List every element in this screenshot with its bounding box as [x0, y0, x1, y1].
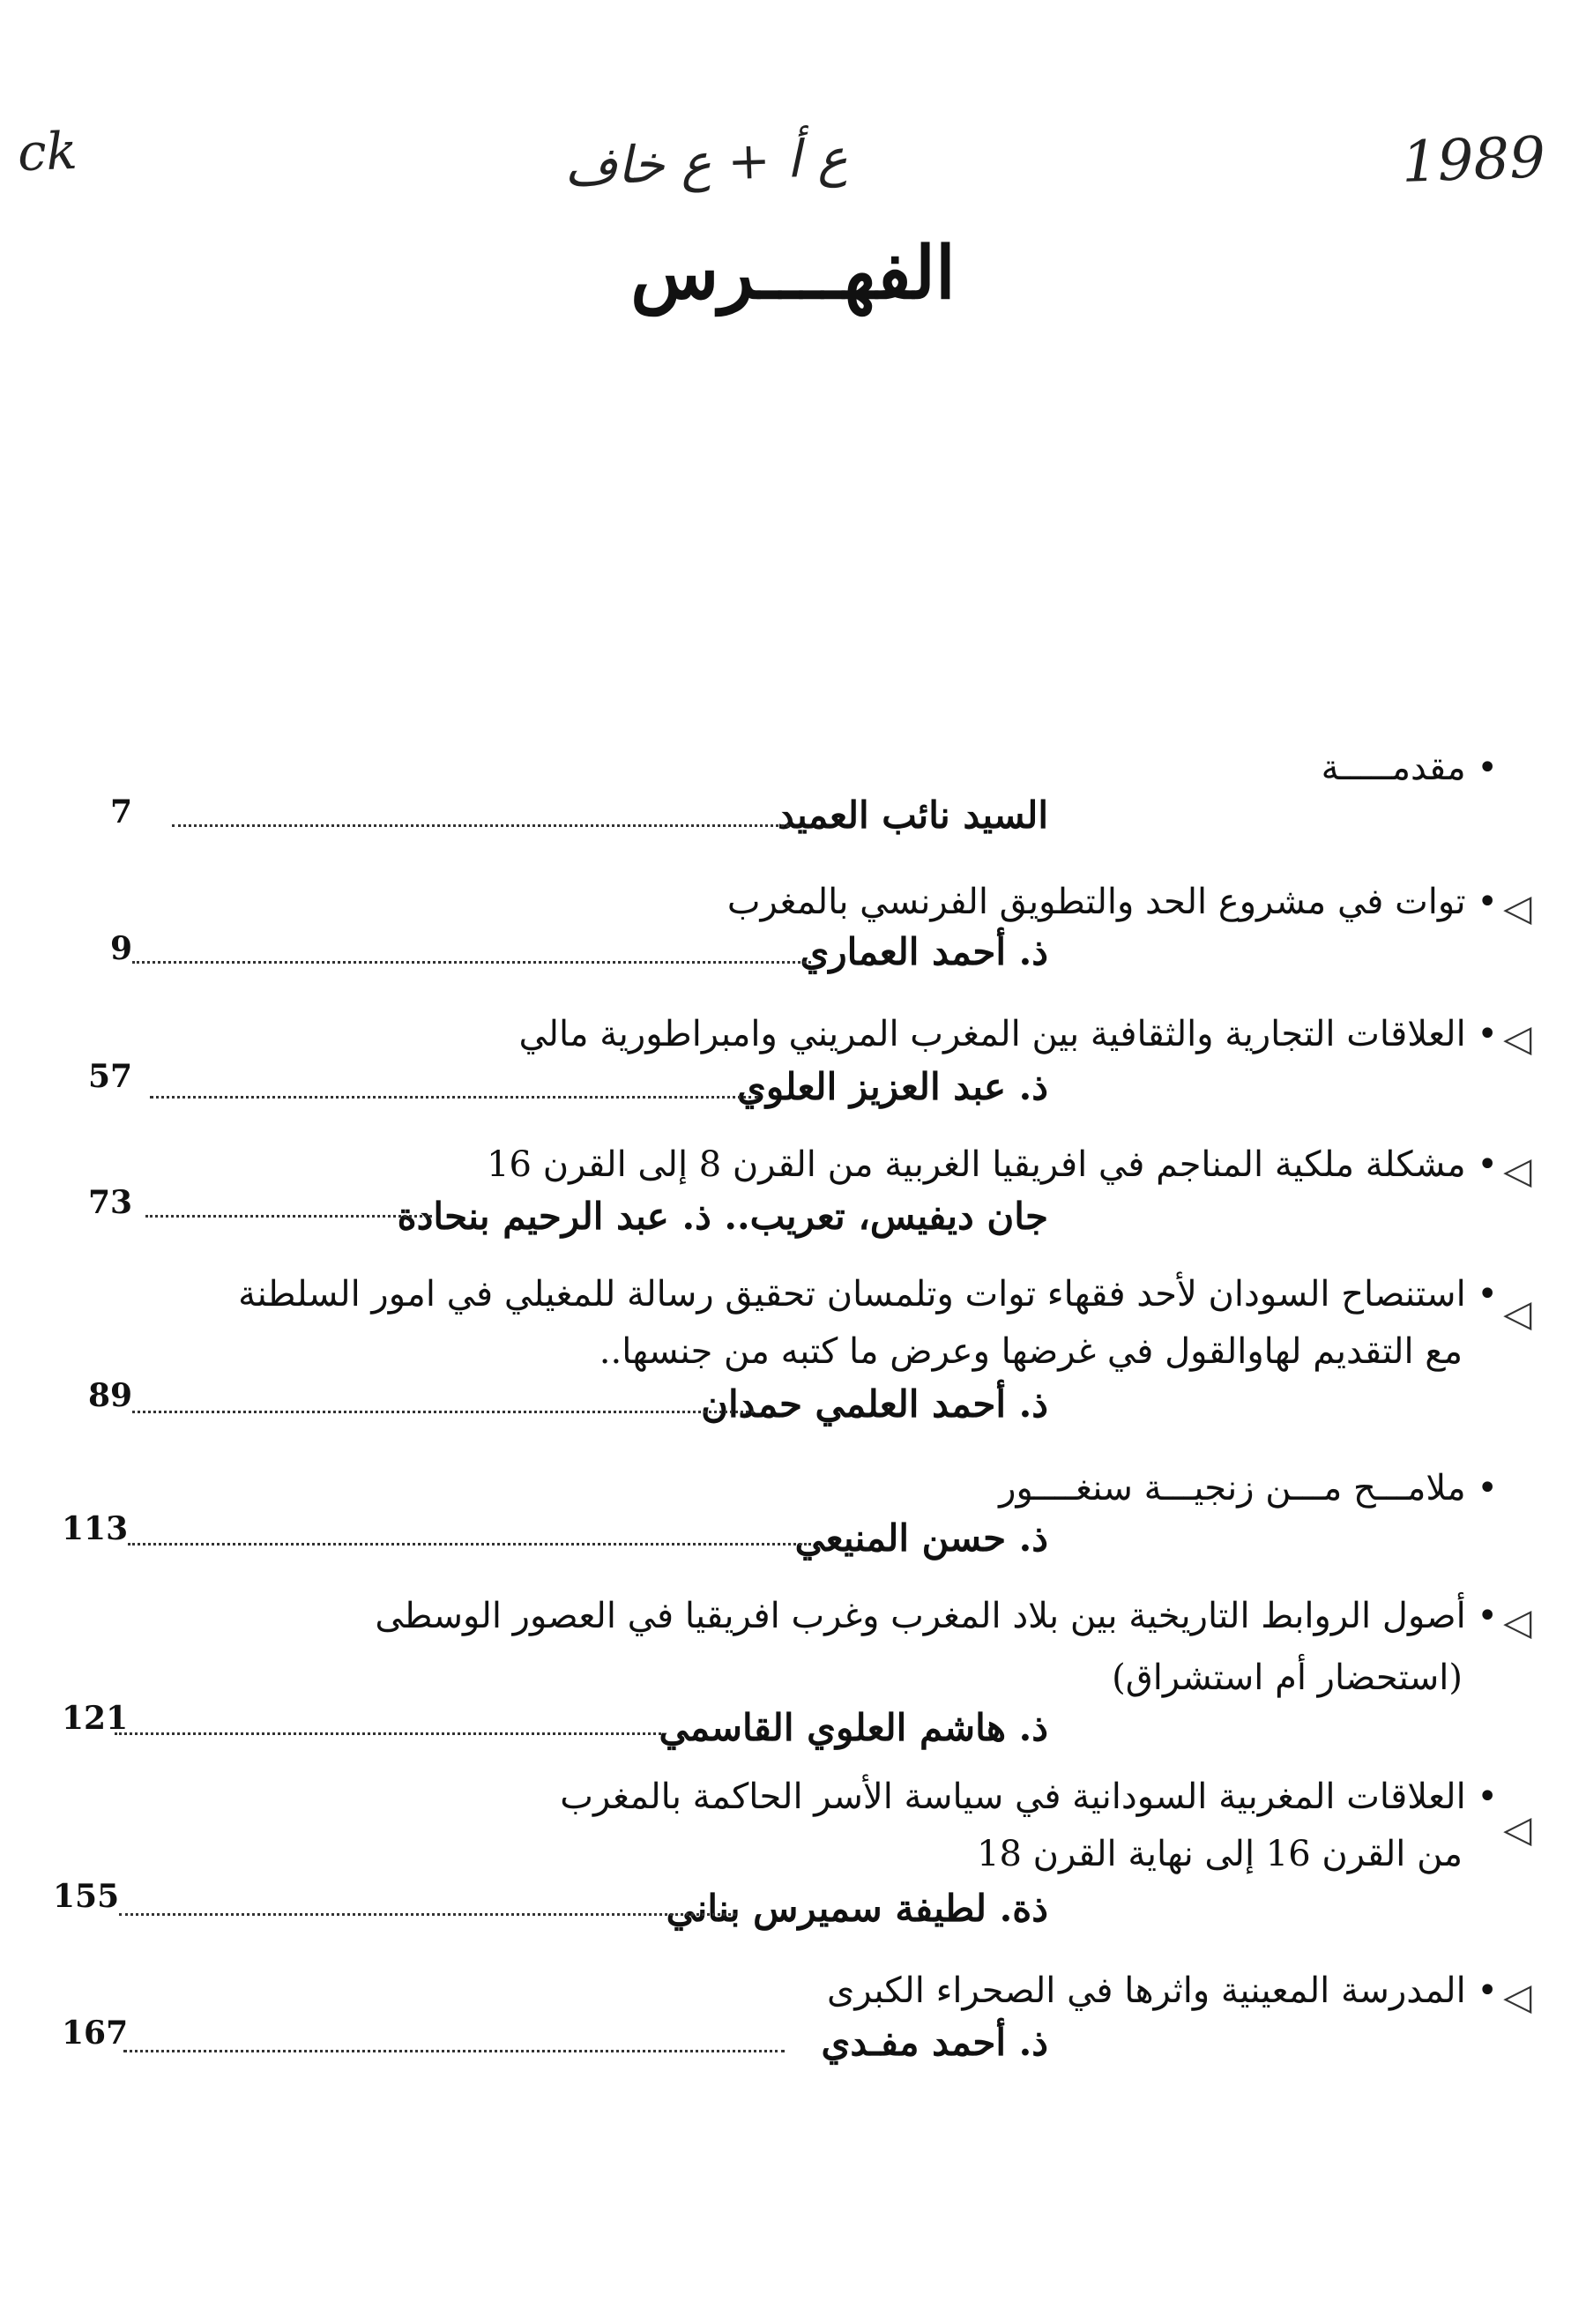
handwritten-left-note: ck [16, 120, 78, 183]
toc-entry-title: مع التقديم لهاوالقول في غرضها وعرض ما كتبه من جنسها.. [599, 1331, 1463, 1372]
toc-entry-author: ذ. حسن المنيعي [794, 1516, 1048, 1560]
margin-mark: ◁ [1503, 886, 1532, 929]
toc-entry-title: • مشكلة ملكية المناجم في افريقيا الغربية من القرن 8 إلى القرن 16 [487, 1144, 1498, 1185]
handwritten-year-note: 1989 [1400, 125, 1547, 196]
toc-entry-title: • العلاقات المغربية السودانية في سياسة الأسر الحاكمة بالمغرب [560, 1777, 1498, 1817]
margin-mark: ◁ [1503, 1975, 1532, 2018]
toc-entry-page: 57 [88, 1058, 133, 1095]
toc-entry-title: • المدرسة المعينية واثرها في الصحراء الكبرى [827, 1970, 1498, 2011]
toc-entry-title: • العلاقات التجارية والثقافية بين المغرب المريني وامبراطورية مالي [518, 1014, 1498, 1054]
page-title: الفهــــرس [630, 231, 956, 316]
toc-entry-page: 7 [110, 793, 133, 831]
toc-entry-page: 73 [88, 1184, 133, 1221]
toc-entry-author: ذة. لطيفة سميرس بناني [666, 1887, 1048, 1930]
toc-entry-title: • ملامـــح مـــن زنجيـــة سنغــــور [999, 1468, 1498, 1508]
toc-entry-page: 89 [88, 1377, 133, 1414]
toc-entry-page: 155 [53, 1878, 120, 1915]
toc-entry-page: 9 [110, 930, 133, 967]
toc-entry-page: 167 [62, 2015, 129, 2052]
toc-entry-author: السيد نائب العميد [777, 793, 1048, 837]
dot-leader [132, 961, 811, 964]
toc-entry-author: ذ. عبد العزيز العلوي [737, 1065, 1048, 1108]
toc-entry-title: • استنصاح السودان لأحد فقهاء توات وتلمسان تحقيق رسالة للمغيلي في امور السلطنة [238, 1274, 1498, 1315]
toc-entry-title: • توات في مشروع الحد والتطويق الفرنسي بالمغرب [726, 882, 1498, 922]
toc-entry-author: ذ. أحمد العلمي حمدان [701, 1382, 1048, 1426]
toc-entry-page: 113 [62, 1510, 129, 1547]
margin-mark: ◁ [1503, 1600, 1532, 1643]
toc-entry-title: • أصول الروابط التاريخية بين بلاد المغرب وغرب افريقيا في العصور الوسطى [375, 1596, 1498, 1636]
margin-mark: ◁ [1503, 1149, 1532, 1192]
toc-entry-author: ذ. أحمد مفـدي [821, 2021, 1048, 2064]
toc-entry-author: جان ديفيس، تعريب.. ذ. عبد الرحيم بنحادة [397, 1195, 1048, 1238]
dot-leader [115, 1732, 661, 1735]
dot-leader [128, 1543, 811, 1546]
dot-leader [119, 1913, 736, 1916]
margin-mark: ◁ [1503, 1017, 1532, 1060]
margin-mark: ◁ [1503, 1292, 1532, 1335]
dot-leader [172, 824, 789, 827]
toc-entry-title: • مقدمـــــة [1321, 748, 1498, 788]
toc-entry-author: ذ. أحمد العماري [800, 930, 1048, 973]
margin-mark: ◁ [1503, 1807, 1532, 1851]
toc-entry-title: من القرن 16 إلى نهاية القرن 18 [977, 1834, 1463, 1874]
toc-entry-author: ذ. هاشم العلوي القاسمي [659, 1706, 1048, 1749]
dot-leader [123, 2050, 785, 2052]
dot-leader [150, 1096, 758, 1099]
dot-leader [132, 1411, 754, 1413]
toc-entry-page: 121 [62, 1700, 129, 1737]
handwritten-center-note: ع أ + ع خاف [562, 127, 849, 197]
dot-leader [145, 1215, 432, 1218]
toc-entry-title: (استحضار أم استشراق) [1112, 1657, 1463, 1698]
